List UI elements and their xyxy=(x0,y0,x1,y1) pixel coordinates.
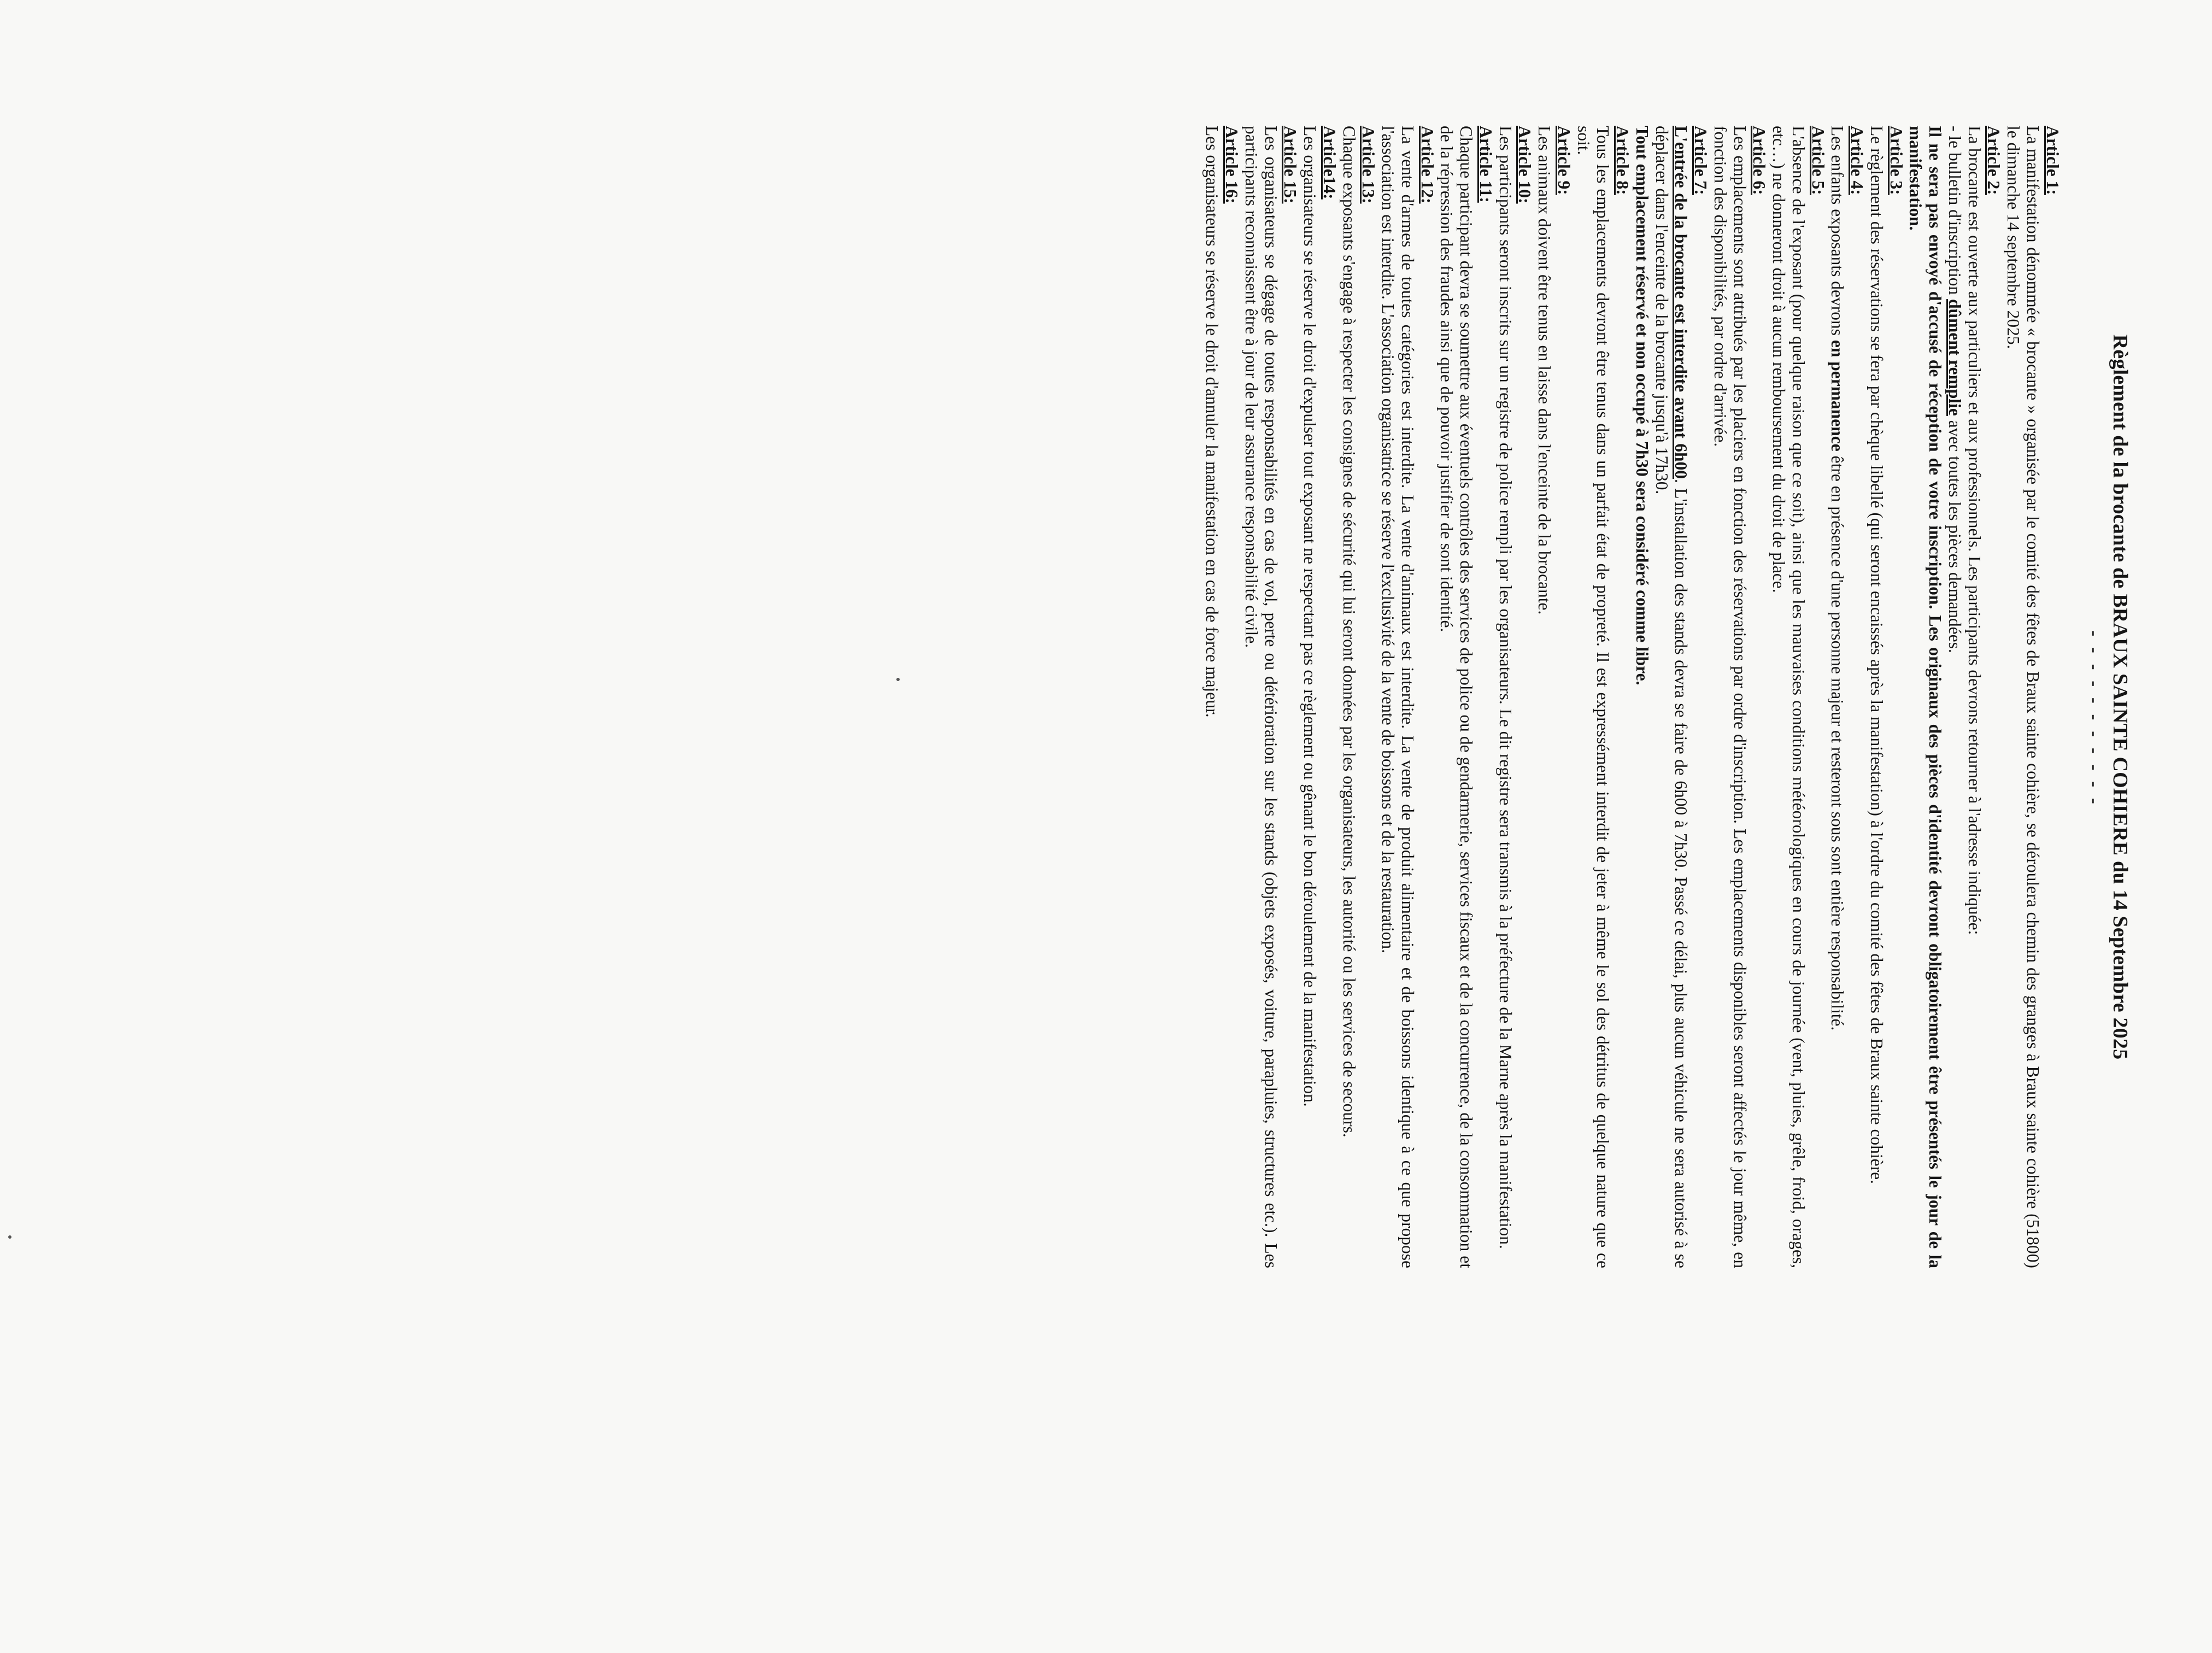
article-heading: Article 5: xyxy=(1808,126,1828,195)
article-text-part: Les enfants exposants devrons xyxy=(1828,126,1847,340)
bulletin-text: - le bulletin d'inscription xyxy=(1945,126,1964,300)
article-text: La vente d'armes de toutes catégories est interdite. La vente d'animaux est interdite. La vente de produit alimentaire et de boissons identique à ce que propose l'association est interdite. L'association organisatrice se réserve l'exclusivité de la vente de boissons et de la restauration. xyxy=(1378,126,1417,1268)
article-heading: Article 4: xyxy=(1847,126,1867,195)
article-16 xyxy=(1202,126,1242,1268)
scan-speck xyxy=(8,1235,11,1239)
article-heading: Article 1: xyxy=(2043,126,2062,195)
article-heading: Article 12: xyxy=(1417,126,1437,204)
article-heading: Article14: xyxy=(1319,126,1339,200)
scan-speck xyxy=(896,678,900,681)
bulletin-text-end: avec toutes les pièces demandées. xyxy=(1945,415,1964,653)
article-heading: Article 10: xyxy=(1515,126,1535,204)
article-6 xyxy=(1710,126,1769,1268)
article-2 xyxy=(1906,126,2004,1268)
article-11 xyxy=(1437,126,1495,1268)
article-text: Tous les emplacements devront être tenus dans un parfait état de propreté. Il est expressément interdit de jeter à même le sol des détritus de quelque nature que ce soit. xyxy=(1574,126,1613,1268)
article-3 xyxy=(1867,126,1906,1268)
article-5 xyxy=(1769,126,1827,1268)
article-heading: Article 2: xyxy=(1984,126,2004,195)
article-text: Les animaux doivent être tenus en laisse dans l'enceinte de la brocante. xyxy=(1535,126,1554,615)
article-15 xyxy=(1241,126,1300,1268)
article-heading: Article 11: xyxy=(1476,126,1495,203)
regulation-document xyxy=(87,126,2132,1268)
bulletin-emphasis: dûment remplie xyxy=(1945,299,1964,416)
article-text: Les organisateurs se réserve le droit d'expulser tout exposant ne respectant pas ce règlement ou gênant le bon déroulement de la manifestation. xyxy=(1300,126,1320,1107)
article-10 xyxy=(1495,126,1535,1268)
article-text: Les organisateurs se dégage de toutes responsabilités en cas de vol, perte ou détérioration sur les stands (objets exposés, voiture, parapluies, structures etc.). Les participants reconnaissent être à jour de leur assurance responsabilité civile. xyxy=(1241,126,1281,1268)
article-text: Chaque exposants s'engage à respecter les consignes de sécurité qui lui seront données par les organisateurs, les autorité ou les services de secours. xyxy=(1339,126,1359,1138)
article-text: Le règlement des réservations se fera par chèque libellé (qui seront encaissés après la manifestation) à l'ordre du comité des fêtes de Braux sainte cohière. xyxy=(1867,126,1886,1185)
article-heading: Article 6: xyxy=(1750,126,1769,195)
article-text-part: être en présence d'une personne majeur et resteront sous sont entière responsabilité. xyxy=(1828,451,1847,1031)
article-text: Les participants seront inscrits sur un registre de police rempli par les organisateurs. Le dit registre sera transmis à la préfecture de la Marne après la manifestation. xyxy=(1495,126,1515,1249)
article-4 xyxy=(1828,126,1867,1268)
article-text xyxy=(1828,126,1847,1268)
article-heading: Article 3: xyxy=(1886,126,1906,195)
article-text xyxy=(1652,126,1691,1268)
document-title: Règlement de la brocante de BRAUX SAINTE COHIERE du 14 Septembre 2025 xyxy=(2109,334,2132,1060)
article-heading: Article 15: xyxy=(1281,126,1300,204)
article-14 xyxy=(1300,126,1339,1268)
article-text-emphasis: L'entrée de la brocante est interdite avant 6h00 xyxy=(1671,126,1691,479)
article-heading: Article 13: xyxy=(1359,126,1378,204)
article-heading: Article 8: xyxy=(1613,126,1633,195)
article-heading: Article 9: xyxy=(1554,126,1574,195)
article-text: Chaque participant devra se soumettre aux éventuels contrôles des services de police ou de gendarmerie, services fiscaux et de la concurrence, de la consommation et de la répression des fraudes ainsi que de pouvoir justifier de sont identité. xyxy=(1437,126,1476,1268)
article-12 xyxy=(1378,126,1436,1268)
article-text: Les organisateurs se réserve le droit d'annuler la manifestation en cas de force majeur. xyxy=(1202,126,1222,718)
article-text-notice: Tout emplacement réservé et non occupé à 7h30 sera considéré comme libre. xyxy=(1632,126,1652,685)
article-text-bulletin xyxy=(1945,126,1964,1268)
article-7 xyxy=(1632,126,1710,1268)
article-text-emphasis: en permanence xyxy=(1828,339,1847,452)
article-text: La manifestation dénommée « brocante » organisée par le comité des fêtes de Braux sainte cohière, se déroulera chemin des granges à Braux sainte cohière (51800) le dimanche 14 septembre 2025. xyxy=(2004,126,2043,1268)
article-8 xyxy=(1574,126,1632,1268)
article-heading: Article 16: xyxy=(1222,126,1242,204)
article-13 xyxy=(1339,126,1378,1268)
article-heading: Article 7: xyxy=(1691,126,1711,195)
article-9 xyxy=(1534,126,1574,1268)
article-text: L'absence de l'exposant (pour quelque raison que ce soit), ainsi que les mauvaises conditions météorologiques en cours de journée (vent, pluies, grêle, froid, orages, etc…) ne donneront droit à aucun remboursement du droit de place. xyxy=(1769,126,1808,1268)
article-1 xyxy=(2003,126,2062,1268)
title-divider: - - - - - - - - - - - xyxy=(2085,630,2105,807)
article-text-part: . L'installation des stands devra se faire de 6h00 à 7h30. Passé ce délai, plus aucun véhicule ne sera autorisé à se déplacer dans l'enceinte de la brocante jusqu'à 17h30. xyxy=(1652,126,1691,1268)
article-text-notice: Il ne sera pas envoyé d'accusé de réception de votre inscription. Les originaux des pièces d'identité devront obligatoirement être présentés le jour de la manifestation. xyxy=(1906,126,1945,1268)
article-text: La brocante est ouverte aux particuliers et aux professionnels. Les participants devrons retourner à l'adresse indiquée: xyxy=(1964,126,1984,935)
article-text: Les emplacements sont attribués par les placiers en fonction des réservations par ordre d'inscription. Les emplacements disponibles seront affectés le jour même, en fonction des disponibilités, par ordre d'arrivée. xyxy=(1710,126,1750,1268)
